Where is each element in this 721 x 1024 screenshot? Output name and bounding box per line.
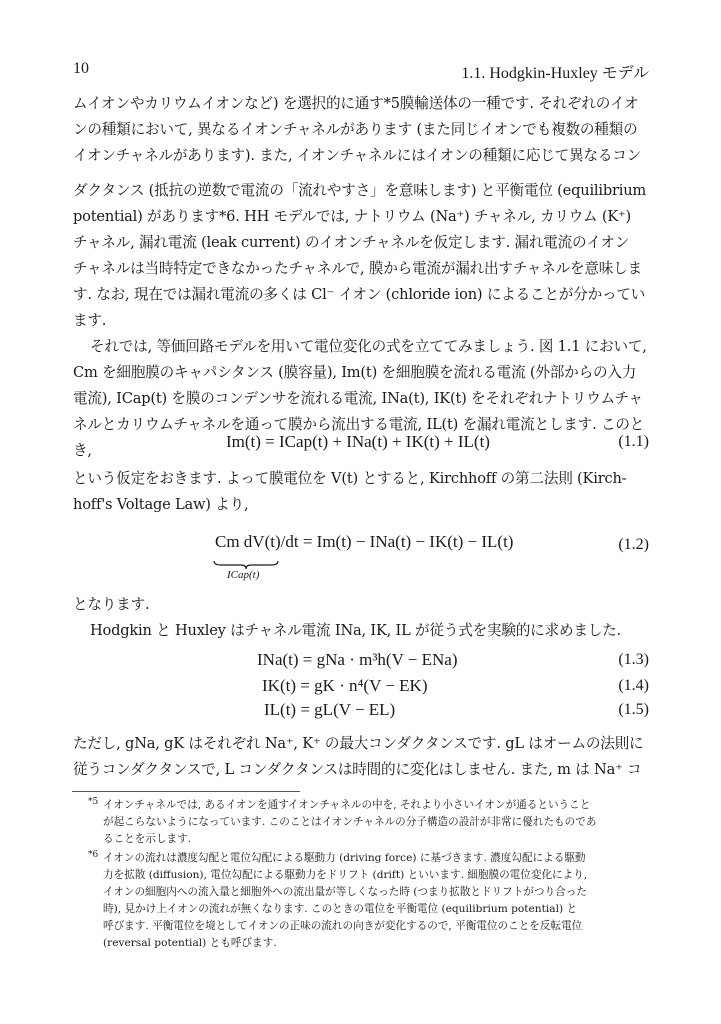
text-line: 従うコンダクタンスで, L コンダクタンスは時間的に変化はしません. また, m は Na⁺ コ <box>73 761 642 778</box>
footnote-mark: *5 <box>88 797 99 807</box>
footnote-line: ることを示します. <box>103 833 192 845</box>
equation-number: (1.3) <box>618 651 649 668</box>
footnote-line: 呼びます. 平衡電位を境としてイオンの正味の流れの向きが変化するので, 平衡電位のことを反転電位 <box>103 920 583 932</box>
text-line: ます. <box>73 312 107 329</box>
text-line: ただし, gNa, gK はそれぞれ Na⁺, K⁺ の最大コンダクタンスです. gL はオームの法則に <box>73 735 644 752</box>
text-line: Cm を細胞膜のキャパシタンス (膜容量), Im(t) を細胞膜を流れる電流 (外部からの入力 <box>73 364 637 381</box>
equation-number: (1.4) <box>618 677 649 694</box>
equation-number: (1.2) <box>618 536 649 553</box>
text-line: となります. <box>73 596 150 613</box>
text-line: ネルとカリウムチャネルを通って膜から流出する電流, IL(t) を漏れ電流とします. このと <box>73 416 645 433</box>
text-line: ダクタンス (抵抗の逆数で電流の「流れやすさ」を意味します) と平衡電位 (equilibrium <box>73 182 647 199</box>
text-line: Hodgkin と Huxley はチャネル電流 INa, IK, IL が従う式を実験的に求めました. <box>90 622 621 639</box>
footnote-divider <box>72 791 300 792</box>
footnote-line: イオンチャネルでは, あるイオンを通すイオンチャネルの中を, それより小さいイオンが通るということ <box>103 799 591 811</box>
equation-1-1: Im(t) = ICap(t) + INa(t) + IK(t) + IL(t) <box>226 432 490 451</box>
page-number: 10 <box>73 60 89 77</box>
footnote-line: 時), 見かけ上イオンの流れが無くなります. このときの電位を平衡電位 (equilibrium potential) と <box>103 903 578 915</box>
text-line: チャネル, 漏れ電流 (leak current) のイオンチャネルを仮定します. 漏れ電流のイオン <box>73 234 630 251</box>
text-line: potential) があります*6. HH モデルでは, ナトリウム (Na⁺) チャネル, カリウム (K⁺) <box>73 208 632 225</box>
text-line: という仮定をおきます. よって膜電位を V(t) とすると, Kirchhoff の第二法則 (Kirch- <box>73 470 627 487</box>
equation-1-5: IL(t) = gL(V − EL) <box>264 700 396 719</box>
footnote-line: 力を拡散 (diffusion), 電位勾配による駆動力をドリフト (drift) といいます. 細胞膜の電位変化により, <box>103 869 588 881</box>
equation-1-3: INa(t) = gNa · m³h(V − ENa) <box>257 650 458 669</box>
equation-number: (1.1) <box>618 433 649 450</box>
text-line: す. なお, 現在では漏れ電流の多くは Cl⁻ イオン (chloride ion) によることが分かってい <box>73 286 646 303</box>
footnote-line: が起こらないようになっています. このことはイオンチャネルの分子構造の設計が非常に優れたものであ <box>103 816 597 828</box>
text-line: ンの種類において, 異なるイオンチャネルがあります (また同じイオンでも複数の種類の <box>73 121 638 138</box>
text-line: hoff's Voltage Law) より, <box>73 496 249 513</box>
text-line: イオンチャネルがあります). また, イオンチャネルにはイオンの種類に応じて異なるコン <box>73 147 642 164</box>
equation-1-2: Cm dV(t)/dt = Im(t) − INa(t) − IK(t) − IL(t) <box>215 532 514 551</box>
running-header-title: 1.1. Hodgkin-Huxley モデル <box>461 65 649 82</box>
underbrace-label: ICap(t) <box>227 569 260 581</box>
equation-number: (1.5) <box>618 701 649 718</box>
footnote-line: イオンの流れは濃度勾配と電位勾配による駆動力 (driving force) に基づきます. 濃度勾配による駆動 <box>103 852 586 864</box>
text-line: 電流), ICap(t) を膜のコンデンサを流れる電流, INa(t), IK(t) をそれぞれナトリウムチャ <box>73 390 643 407</box>
equation-1-4: IK(t) = gK · n⁴(V − EK) <box>262 676 428 695</box>
footnote-mark: *6 <box>88 850 99 860</box>
footnote-line: イオンの細胞内への流入量と細胞外への流出量が等しくなった時 (つまり拡散とドリフトがつり合った <box>103 886 587 898</box>
text-line: チャネルは当時特定できなかったチャネルで, 膜から電流が漏れ出すチャネルを意味しま <box>73 260 642 277</box>
text-line: それでは, 等価回路モデルを用いて電位変化の式を立ててみましょう. 図 1.1 において, <box>90 338 647 355</box>
text-line: ムイオンやカリウムイオンなど) を選択的に通す*5膜輸送体の一種です. それぞれのイオ <box>73 95 639 112</box>
footnote-line: (reversal potential) とも呼びます. <box>103 937 277 949</box>
text-line: き, <box>73 442 92 459</box>
